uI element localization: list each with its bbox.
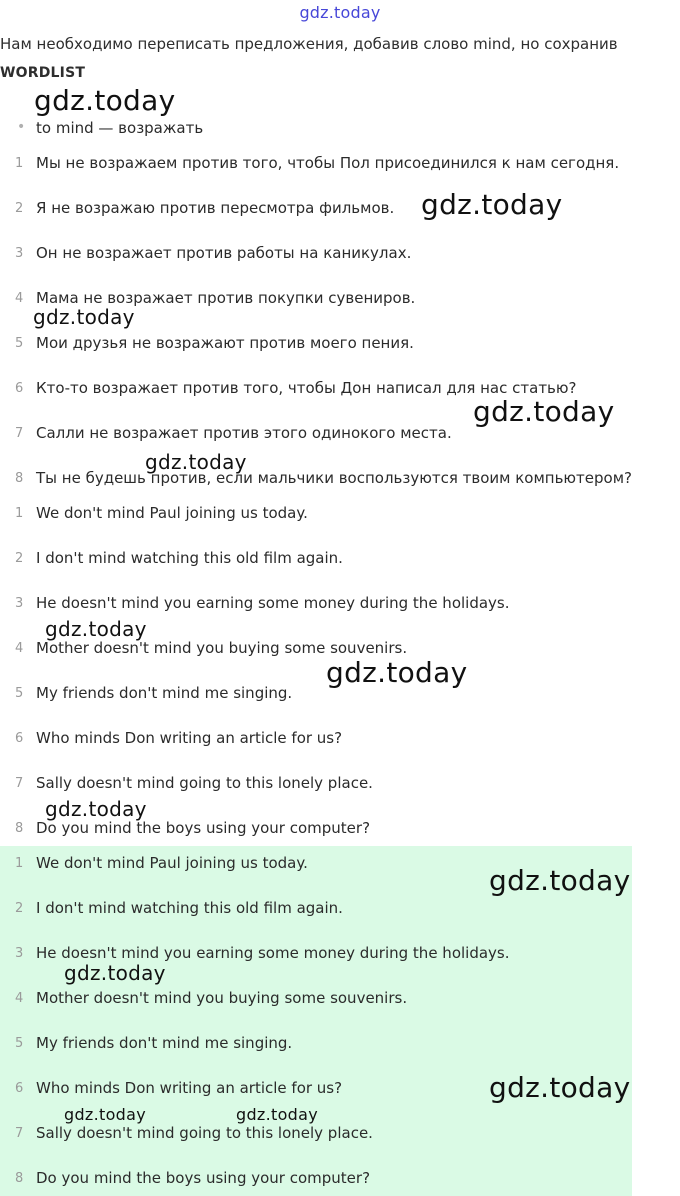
sentence-text: He doesn't mind you earning some money during the holidays. [36, 594, 510, 612]
sentence-row [0, 504, 680, 526]
sentence-row [0, 729, 680, 751]
watermark: gdz.today [64, 961, 166, 985]
sentence-text: I don't mind watching this old film again. [36, 899, 343, 917]
sentence-text: We don't mind Paul joining us today. [36, 854, 308, 872]
intro-text: Нам необходимо переписать предложения, добавив слово mind, но сохранив [0, 35, 618, 53]
sentence-row [0, 819, 680, 841]
sentence-text: Я не возражаю против пересмотра фильмов. [36, 199, 395, 217]
sentence-text: I don't mind watching this old film again. [36, 549, 343, 567]
sentence-text: Он не возражает против работы на каникулах. [36, 244, 412, 262]
sentence-text: Who minds Don writing an article for us? [36, 1079, 343, 1097]
sentence-row [0, 1169, 680, 1191]
sentence-number: 8 [15, 471, 24, 486]
sentence-row [0, 899, 680, 921]
sentence-text: He doesn't mind you earning some money during the holidays. [36, 944, 510, 962]
sentence-text: Do you mind the boys using your computer? [36, 1169, 371, 1187]
sentence-text: We don't mind Paul joining us today. [36, 504, 308, 522]
sentence-number: 7 [15, 426, 24, 441]
sentence-text: Mother doesn't mind you buying some souvenirs. [36, 639, 408, 657]
sentence-number: 8 [15, 821, 24, 836]
sentence-text: Мама не возражает против покупки сувениров. [36, 289, 416, 307]
sentence-row [0, 334, 680, 356]
sentence-text: Кто-то возражает против того, чтобы Дон написал для нас статью? [36, 379, 577, 397]
wordlist-item: to mind — возражать [36, 119, 204, 137]
sentence-number: 3 [15, 596, 24, 611]
sentence-number: 4 [15, 991, 24, 1006]
watermark: gdz.today [45, 797, 147, 821]
sentence-number: 5 [15, 1036, 24, 1051]
sentence-text: Мы не возражаем против того, чтобы Пол присоединился к нам сегодня. [36, 154, 620, 172]
watermark: gdz.today [34, 84, 176, 117]
sentence-row [0, 774, 680, 796]
sentence-row [0, 1124, 680, 1146]
sentence-number: 6 [15, 731, 24, 746]
sentence-text: My friends don't mind me singing. [36, 684, 293, 702]
sentence-text: Sally doesn't mind going to this lonely place. [36, 1124, 373, 1142]
sentence-text: Sally doesn't mind going to this lonely place. [36, 774, 373, 792]
sentence-number: 6 [15, 381, 24, 396]
sentence-number: 3 [15, 946, 24, 961]
sentence-number: 1 [15, 506, 24, 521]
sentence-text: Do you mind the boys using your computer? [36, 819, 371, 837]
sentence-row [0, 199, 680, 221]
wordlist-title: WORDLIST [0, 65, 86, 81]
sentence-row [0, 594, 680, 616]
watermark: gdz.today [64, 1105, 146, 1124]
watermark: gdz.today [326, 656, 468, 689]
sentence-number: 7 [15, 1126, 24, 1141]
sentence-row [0, 154, 680, 176]
sentence-number: 7 [15, 776, 24, 791]
sentence-row [0, 469, 680, 491]
sentence-number: 4 [15, 291, 24, 306]
sentence-text: Ты не будешь против, если мальчики воспользуются твоим компьютером? [36, 469, 633, 487]
watermark: gdz.today [489, 864, 631, 897]
sentence-text: Мои друзья не возражают против моего пения. [36, 334, 414, 352]
sentence-row [0, 244, 680, 266]
sentence-number: 6 [15, 1081, 24, 1096]
sentence-row [0, 549, 680, 571]
watermark: gdz.today [473, 395, 615, 428]
watermark: gdz.today [421, 188, 563, 221]
sentence-number: 8 [15, 1171, 24, 1186]
sentence-number: 5 [15, 336, 24, 351]
watermark: gdz.today [489, 1071, 631, 1104]
sentence-text: Mother doesn't mind you buying some souvenirs. [36, 989, 408, 1007]
watermark: gdz.today [236, 1105, 318, 1124]
bullet-icon: • [17, 119, 26, 135]
watermark: gdz.today [45, 617, 147, 641]
sentence-number: 3 [15, 246, 24, 261]
sentence-row [0, 989, 680, 1011]
sentence-text: Who minds Don writing an article for us? [36, 729, 343, 747]
sentence-number: 1 [15, 856, 24, 871]
sentence-number: 2 [15, 551, 24, 566]
header-watermark: gdz.today [299, 3, 381, 22]
sentence-number: 2 [15, 901, 24, 916]
sentence-text: Салли не возражает против этого одинокого места. [36, 424, 452, 442]
sentence-text: My friends don't mind me singing. [36, 1034, 293, 1052]
sentence-number: 4 [15, 641, 24, 656]
sentence-number: 5 [15, 686, 24, 701]
watermark: gdz.today [145, 450, 247, 474]
sentence-row [0, 1034, 680, 1056]
watermark: gdz.today [33, 305, 135, 329]
sentence-number: 1 [15, 156, 24, 171]
sentence-number: 2 [15, 201, 24, 216]
